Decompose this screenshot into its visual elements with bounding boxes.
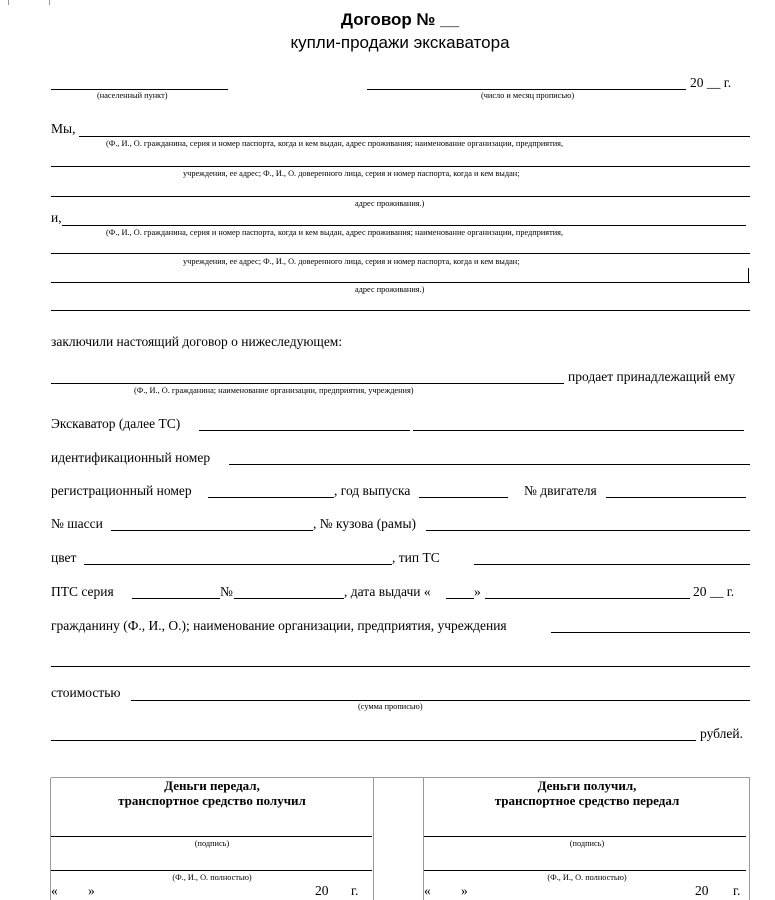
reg-number-field[interactable]: [208, 497, 334, 498]
body-field[interactable]: [426, 530, 750, 531]
price-field-2[interactable]: [51, 740, 696, 741]
reg-number-label: регистрационный номер: [51, 483, 192, 498]
right-title-line2: транспортное средство передал: [494, 793, 680, 808]
date-caption: (число и месяц прописью): [481, 91, 575, 100]
text-cursor: [748, 268, 749, 282]
price-caption: (сумма прописью): [358, 702, 423, 711]
right-date-close: »: [461, 883, 468, 898]
left-date-close: »: [88, 883, 95, 898]
left-date-open: «: [51, 883, 58, 898]
party1-caption3: адрес проживания.): [355, 199, 425, 208]
table-border-mid-left: [373, 778, 374, 900]
color-label: цвет: [51, 550, 77, 565]
party2-caption2: учреждения, ее адрес; Ф., И., О. доверенного лица, серия и номер паспорта, когда и кем выдан;: [183, 257, 520, 266]
seller-field[interactable]: [51, 383, 564, 384]
party1-caption1: (Ф., И., О. гражданина, серия и номер паспорта, когда и кем выдан, адрес проживания; наименование организации, предприятия,: [106, 139, 564, 148]
party2-caption3: адрес проживания.): [355, 285, 425, 294]
engine-field[interactable]: [606, 497, 746, 498]
party2-caption1: (Ф., И., О. гражданина, серия и номер паспорта, когда и кем выдан, адрес проживания; наименование организации, предприятия,: [106, 228, 564, 237]
vehicle-field-1[interactable]: [199, 430, 410, 431]
party1-line2[interactable]: [51, 166, 750, 167]
ruler-mark: [8, 0, 9, 5]
left-year-suffix: г.: [351, 883, 359, 898]
place-field[interactable]: [51, 89, 228, 90]
left-name-field[interactable]: [51, 870, 372, 871]
engine-label: № двигателя: [524, 483, 597, 498]
issue-month-field[interactable]: [485, 598, 690, 599]
party2-line1[interactable]: [62, 225, 746, 226]
right-name-caption: (Ф., И., О. полностью): [547, 873, 627, 882]
right-title-line1: Деньги получил,: [537, 778, 637, 793]
issue-date-label: , дата выдачи «: [344, 584, 431, 599]
left-signature-field[interactable]: [51, 836, 372, 837]
buyer-field-2[interactable]: [51, 666, 750, 667]
document-subtitle: купли-продажи экскаватора: [290, 33, 510, 52]
date-field[interactable]: [367, 89, 686, 90]
right-year: 20: [695, 883, 709, 898]
and-label: и,: [51, 210, 62, 225]
party2-line2[interactable]: [51, 253, 750, 254]
price-label: стоимостью: [51, 685, 121, 700]
pts-number-field[interactable]: [234, 598, 344, 599]
right-signature-caption: (подпись): [569, 839, 605, 848]
document-title: Договор № __: [340, 10, 460, 29]
body-label: , № кузова (рамы): [313, 516, 417, 531]
issue-year: 20 __ г.: [693, 584, 735, 599]
we-label: Мы,: [51, 121, 76, 136]
buyer-field[interactable]: [551, 632, 750, 633]
year-field[interactable]: [419, 497, 508, 498]
left-title-line2: транспортное средство получил: [118, 793, 306, 808]
right-signature-field[interactable]: [424, 836, 746, 837]
type-field[interactable]: [474, 564, 750, 565]
price-field[interactable]: [131, 700, 750, 701]
party1-line1[interactable]: [79, 136, 750, 137]
place-caption: (населенный пункт): [97, 91, 168, 100]
year-label: , год выпуска: [334, 483, 411, 498]
left-name-caption: (Ф., И., О. полностью): [172, 873, 252, 882]
issue-quote-close: »: [474, 584, 481, 599]
type-label: , тип ТС: [392, 550, 440, 565]
header-year: 20 __ г.: [690, 75, 732, 90]
party2-line3[interactable]: [51, 282, 750, 283]
left-signature-caption: (подпись): [194, 839, 230, 848]
party2-line4[interactable]: [51, 310, 750, 311]
seller-caption: (Ф., И., О. гражданина; наименование организации, предприятия, учреждения): [134, 386, 414, 395]
left-year: 20: [315, 883, 329, 898]
vehicle-field-2[interactable]: [413, 430, 744, 431]
intro-text: заключили настоящий договор о нижеследующем:: [51, 334, 343, 349]
party1-caption2: учреждения, ее адрес; Ф., И., О. доверенного лица, серия и номер паспорта, когда и кем выдан;: [183, 169, 520, 178]
issue-day-field[interactable]: [446, 598, 474, 599]
buyer-label: гражданину (Ф., И., О.); наименование организации, предприятия, учреждения: [51, 618, 507, 633]
left-title-line1: Деньги передал,: [164, 778, 260, 793]
pts-label: ПТС серия: [51, 584, 114, 599]
vehicle-label: Экскаватор (далее ТС): [51, 416, 181, 431]
vin-label: идентификационный номер: [51, 450, 211, 465]
vin-field[interactable]: [229, 464, 750, 465]
ruler-mark: [49, 0, 50, 5]
right-year-suffix: г.: [733, 883, 741, 898]
color-field[interactable]: [84, 564, 392, 565]
rubles-label: рублей.: [700, 726, 744, 741]
right-date-open: «: [424, 883, 431, 898]
party1-line3[interactable]: [51, 196, 750, 197]
pts-number-label: №: [220, 584, 233, 599]
seller-text: продает принадлежащий ему: [568, 369, 736, 384]
chassis-label: № шасси: [51, 516, 103, 531]
chassis-field[interactable]: [111, 530, 313, 531]
right-name-field[interactable]: [424, 870, 746, 871]
pts-series-field[interactable]: [132, 598, 220, 599]
